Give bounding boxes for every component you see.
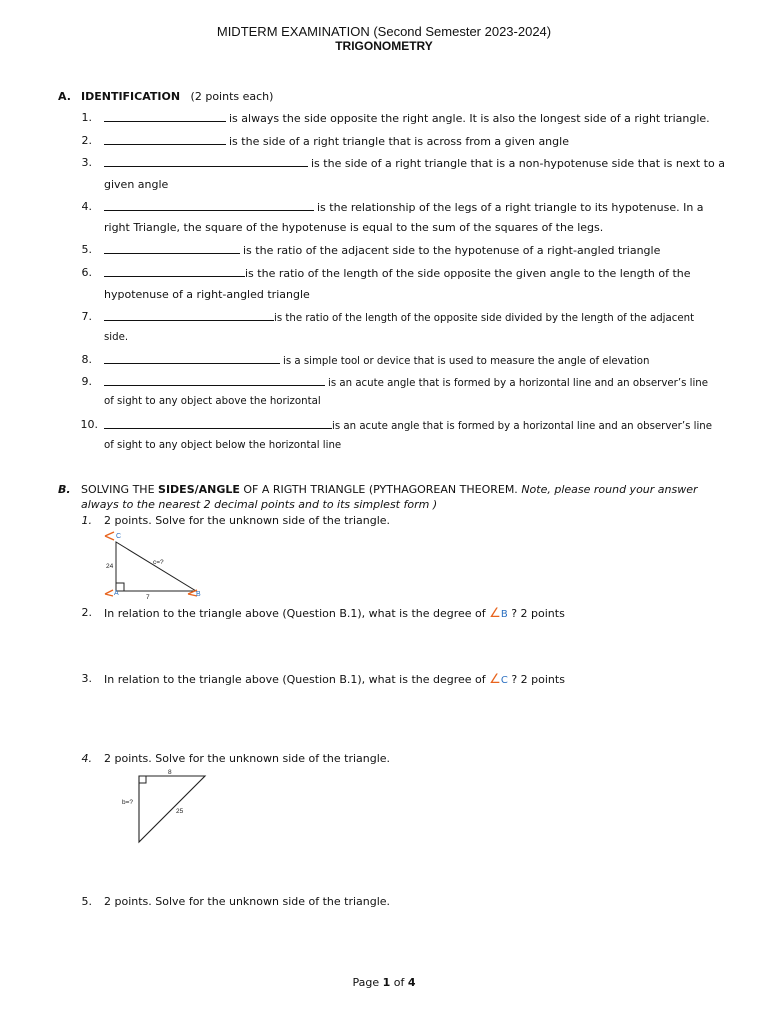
- section-b-note: Note, please round your answer: [521, 483, 698, 496]
- identification-item-4: [104, 200, 704, 214]
- item-continuation: hypotenuse of a right-angled triangle: [104, 288, 310, 301]
- answer-blank[interactable]: [104, 266, 245, 277]
- right-triangle-shape: [139, 776, 205, 842]
- footer-mid: of: [390, 976, 408, 989]
- identification-item-5: [104, 243, 660, 257]
- answer-blank[interactable]: [104, 418, 332, 429]
- item-number: 3.: [81, 156, 92, 169]
- item-text: is a simple tool or device that is used to measure the angle of elevation: [283, 356, 650, 367]
- angle-icon: ∠: [489, 672, 501, 687]
- section-a-heading: [81, 90, 273, 103]
- angle-icon: ∠: [489, 606, 501, 621]
- section-b-heading: [81, 483, 698, 496]
- label-c: C: [116, 533, 122, 540]
- item-text: is an acute angle that is formed by a horizontal line and an observer’s line: [332, 421, 712, 432]
- section-a-letter: A.: [58, 90, 71, 103]
- item-number: 1.: [81, 514, 92, 527]
- identification-item-1: [104, 111, 710, 125]
- item-number: 2.: [81, 134, 92, 147]
- item-text: is the side of a right triangle that is across from a given angle: [229, 135, 569, 148]
- item-text: is the ratio of the adjacent side to the hypotenuse of a right-angled triangle: [243, 244, 661, 257]
- footer-pre: Page: [352, 976, 383, 989]
- problem-b4-text: 2 points. Solve for the unknown side of the triangle.: [104, 752, 391, 765]
- side-left-label: b=?: [122, 799, 134, 806]
- angle-c-icon: [105, 532, 114, 540]
- item-number: 4.: [81, 752, 92, 765]
- item-number: 4.: [81, 200, 92, 213]
- answer-blank[interactable]: [104, 111, 226, 122]
- item-text: is always the side opposite the right angle. It is also the longest side of a right triangle.: [229, 112, 710, 125]
- item-continuation: of sight to any object below the horizontal line: [104, 440, 342, 451]
- points-text: ? 2 points: [511, 673, 565, 686]
- problem-b2-text: [104, 606, 565, 621]
- item-number: 5.: [81, 243, 92, 256]
- item-number: 3.: [81, 672, 92, 685]
- item-number: 9.: [81, 375, 92, 388]
- section-b-note-cont: always to the nearest 2 decimal points and to its simplest form ): [81, 498, 438, 511]
- answer-blank[interactable]: [104, 134, 226, 145]
- angle-label: C: [500, 675, 508, 686]
- identification-item-2: [104, 134, 569, 148]
- hypotenuse-label: 25: [176, 808, 184, 815]
- side-left-label: 24: [106, 563, 114, 570]
- exam-title: MIDTERM EXAMINATION (Second Semester 2023-2024): [216, 24, 552, 39]
- problem-b1-text: 2 points. Solve for the unknown side of the triangle.: [104, 514, 391, 527]
- answer-blank[interactable]: [104, 353, 280, 364]
- item-number: 6.: [81, 266, 92, 279]
- answer-blank[interactable]: [104, 310, 274, 321]
- problem-b5-text: 2 points. Solve for the unknown side of the triangle.: [104, 895, 391, 908]
- section-a-title: IDENTIFICATION: [81, 90, 181, 103]
- triangle-b4-figure: [115, 768, 210, 846]
- side-top-label: 8: [168, 769, 172, 776]
- problem-b3-text: [104, 672, 565, 687]
- side-bottom-label: 7: [146, 594, 150, 600]
- identification-item-8: [104, 353, 649, 367]
- triangle-b1-figure: [100, 528, 210, 600]
- item-text: is an acute angle that is formed by a horizontal line and an observer’s line: [328, 378, 708, 389]
- identification-item-3: [104, 156, 725, 170]
- angle-label: B: [500, 609, 508, 620]
- answer-blank[interactable]: [104, 243, 240, 254]
- item-number: 1.: [81, 111, 92, 124]
- item-continuation: of sight to any object above the horizontal: [104, 396, 321, 407]
- section-b-title-bold: SIDES/ANGLE: [158, 483, 240, 496]
- page-footer: [0, 976, 768, 989]
- hypotenuse-label: c=?: [153, 559, 164, 566]
- item-continuation: given angle: [104, 178, 169, 191]
- section-b-letter: B.: [58, 483, 71, 496]
- section-a-points: (2 points each): [190, 90, 274, 103]
- item-continuation: right Triangle, the square of the hypotenuse is equal to the sum of the squares of the legs.: [104, 221, 604, 234]
- item-text: is the side of a right triangle that is a non-hypotenuse side that is next to a: [311, 157, 725, 170]
- label-a: A: [114, 590, 119, 597]
- item-number: 2.: [81, 606, 92, 619]
- identification-item-6: [104, 266, 691, 280]
- item-text: is the ratio of the length of the opposite side divided by the length of the adjacent: [274, 313, 695, 324]
- item-text: is the relationship of the legs of a right triangle to its hypotenuse. In a: [317, 201, 704, 214]
- answer-blank[interactable]: [104, 156, 308, 167]
- item-text: is the ratio of the length of the side opposite the given angle to the length of the: [245, 267, 691, 280]
- right-triangle-shape: [116, 542, 196, 591]
- total-pages: 4: [407, 976, 416, 989]
- item-number: 7.: [81, 310, 92, 323]
- current-page: 1: [382, 976, 391, 989]
- section-b-title-post: OF A RIGTH TRIANGLE (PYTHAGOREAN THEOREM.: [239, 483, 518, 496]
- right-angle-marker: [139, 776, 146, 783]
- subject-title: TRIGONOMETRY: [335, 39, 433, 53]
- item-number: 5.: [81, 895, 92, 908]
- answer-blank[interactable]: [104, 375, 325, 386]
- identification-item-10: [104, 418, 712, 432]
- question-text: In relation to the triangle above (Question B.1), what is the degree of: [104, 607, 486, 620]
- points-text: ? 2 points: [511, 607, 565, 620]
- item-number: 8.: [81, 353, 92, 366]
- section-b-title-pre: SOLVING THE: [81, 483, 159, 496]
- label-b: B: [196, 591, 201, 598]
- angle-a-icon: [105, 590, 113, 596]
- question-text: In relation to the triangle above (Question B.1), what is the degree of: [104, 673, 486, 686]
- item-continuation: side.: [104, 332, 129, 343]
- identification-item-7: [104, 310, 694, 324]
- identification-item-9: [104, 375, 708, 389]
- item-number: 10.: [80, 418, 98, 431]
- answer-blank[interactable]: [104, 200, 314, 211]
